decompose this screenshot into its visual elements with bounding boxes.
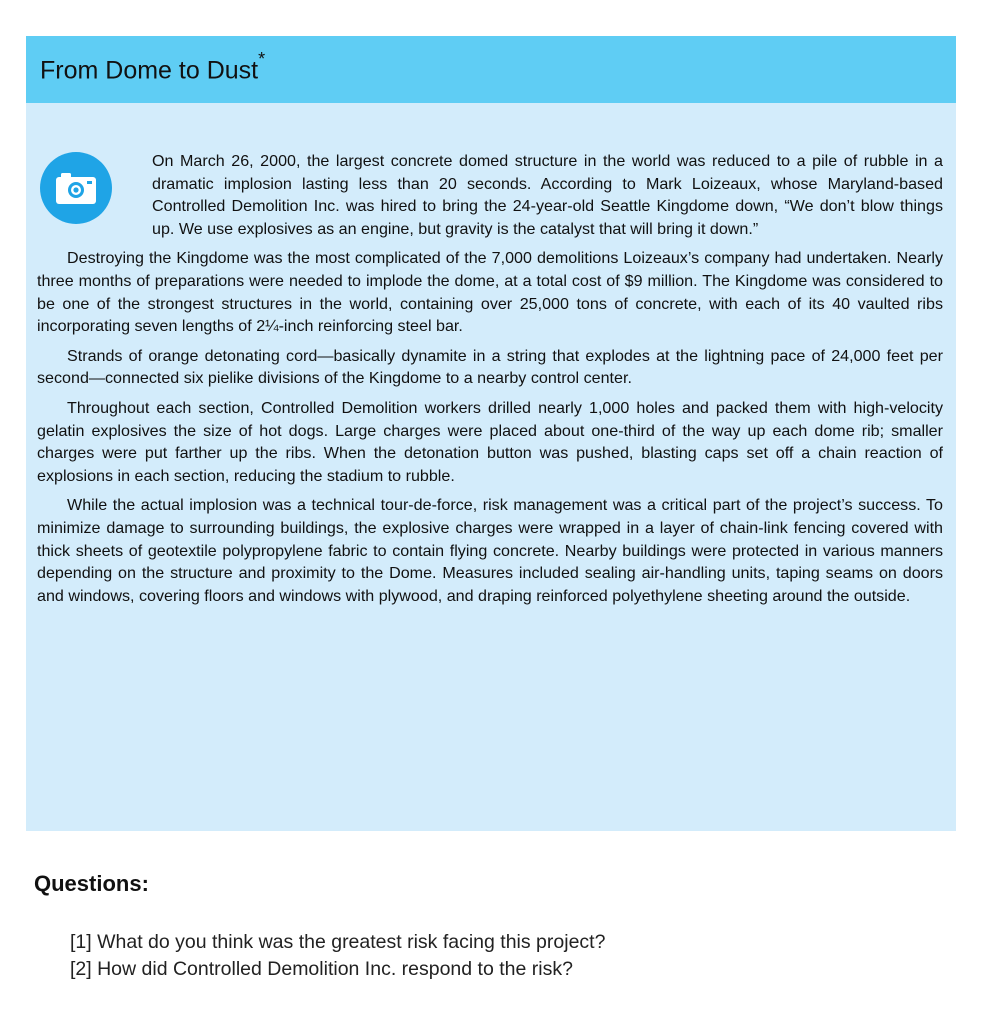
camera-icon (40, 152, 112, 224)
case-paragraph-1: On March 26, 2000, the largest concrete domed structure in the world was reduced to a pile of rubble in a dramatic implosion lasting less than 20 seconds. According to Mark Loizeaux, whose Maryland-based Controlled Demolition Inc. was hired to bring the 24-year-old Seattle Kingdome down, “We don’t blow things up. We use explosives as an engine, but gravity is the catalyst that will bring it down.” (152, 152, 943, 238)
case-paragraph-2: Destroying the Kingdome was the most complicated of the 7,000 demolitions Loizeaux’s company had undertaken. Nearly three months of preparations were needed to implode the dome, at a total cost of $9 million. The Kingdome was considered to be one of the strongest structures in the world, containing over 25,000 tons of concrete, with each of its 40 vaulted ribs incorporating seven lengths of 2¼-inch reinforcing steel bar. (37, 249, 943, 336)
case-study-body (37, 150, 943, 614)
case-study-title: From Dome to Dust* (40, 49, 266, 85)
case-paragraph-5: While the actual implosion was a technical tour-de-force, risk management was a critical part of the project’s success. To minimize damage to surrounding buildings, the explosive charges were wrapped in a layer of chain-link fencing covered with thick sheets of geotextile polypropylene fabric to contain flying concrete. Nearby buildings were protected in various manners depending on the structure and proximity to the Dome. Measures included sealing air-handling units, taping seams on doors and windows, covering floors and windows with plywood, and draping reinforced polyethylene sheeting around the outside. (37, 496, 943, 605)
question-item: [1] What do you think was the greatest risk facing this project? (70, 931, 606, 953)
title-footnote-mark: * (258, 49, 266, 70)
case-study-header (26, 36, 956, 103)
case-paragraph-4: Throughout each section, Controlled Demolition workers drilled nearly 1,000 holes and packed them with high-velocity gelatin explosives the size of hot dogs. Large charges were placed about one-third of the way up each dome rib; smaller charges were put farther up the ribs. When the detonation button was pushed, blasting caps set off a chain reaction of explosions in each section, reducing the stadium to rubble. (37, 398, 943, 485)
case-paragraph-3: Strands of orange detonating cord—basically dynamite in a string that explodes at the lightning pace of 24,000 feet per second—connected six pielike divisions of the Kingdome to a nearby control center. (37, 346, 943, 388)
questions-heading: Questions: (34, 871, 149, 896)
question-item: [2] How did Controlled Demolition Inc. respond to the risk? (70, 958, 573, 980)
question-list (70, 929, 605, 983)
